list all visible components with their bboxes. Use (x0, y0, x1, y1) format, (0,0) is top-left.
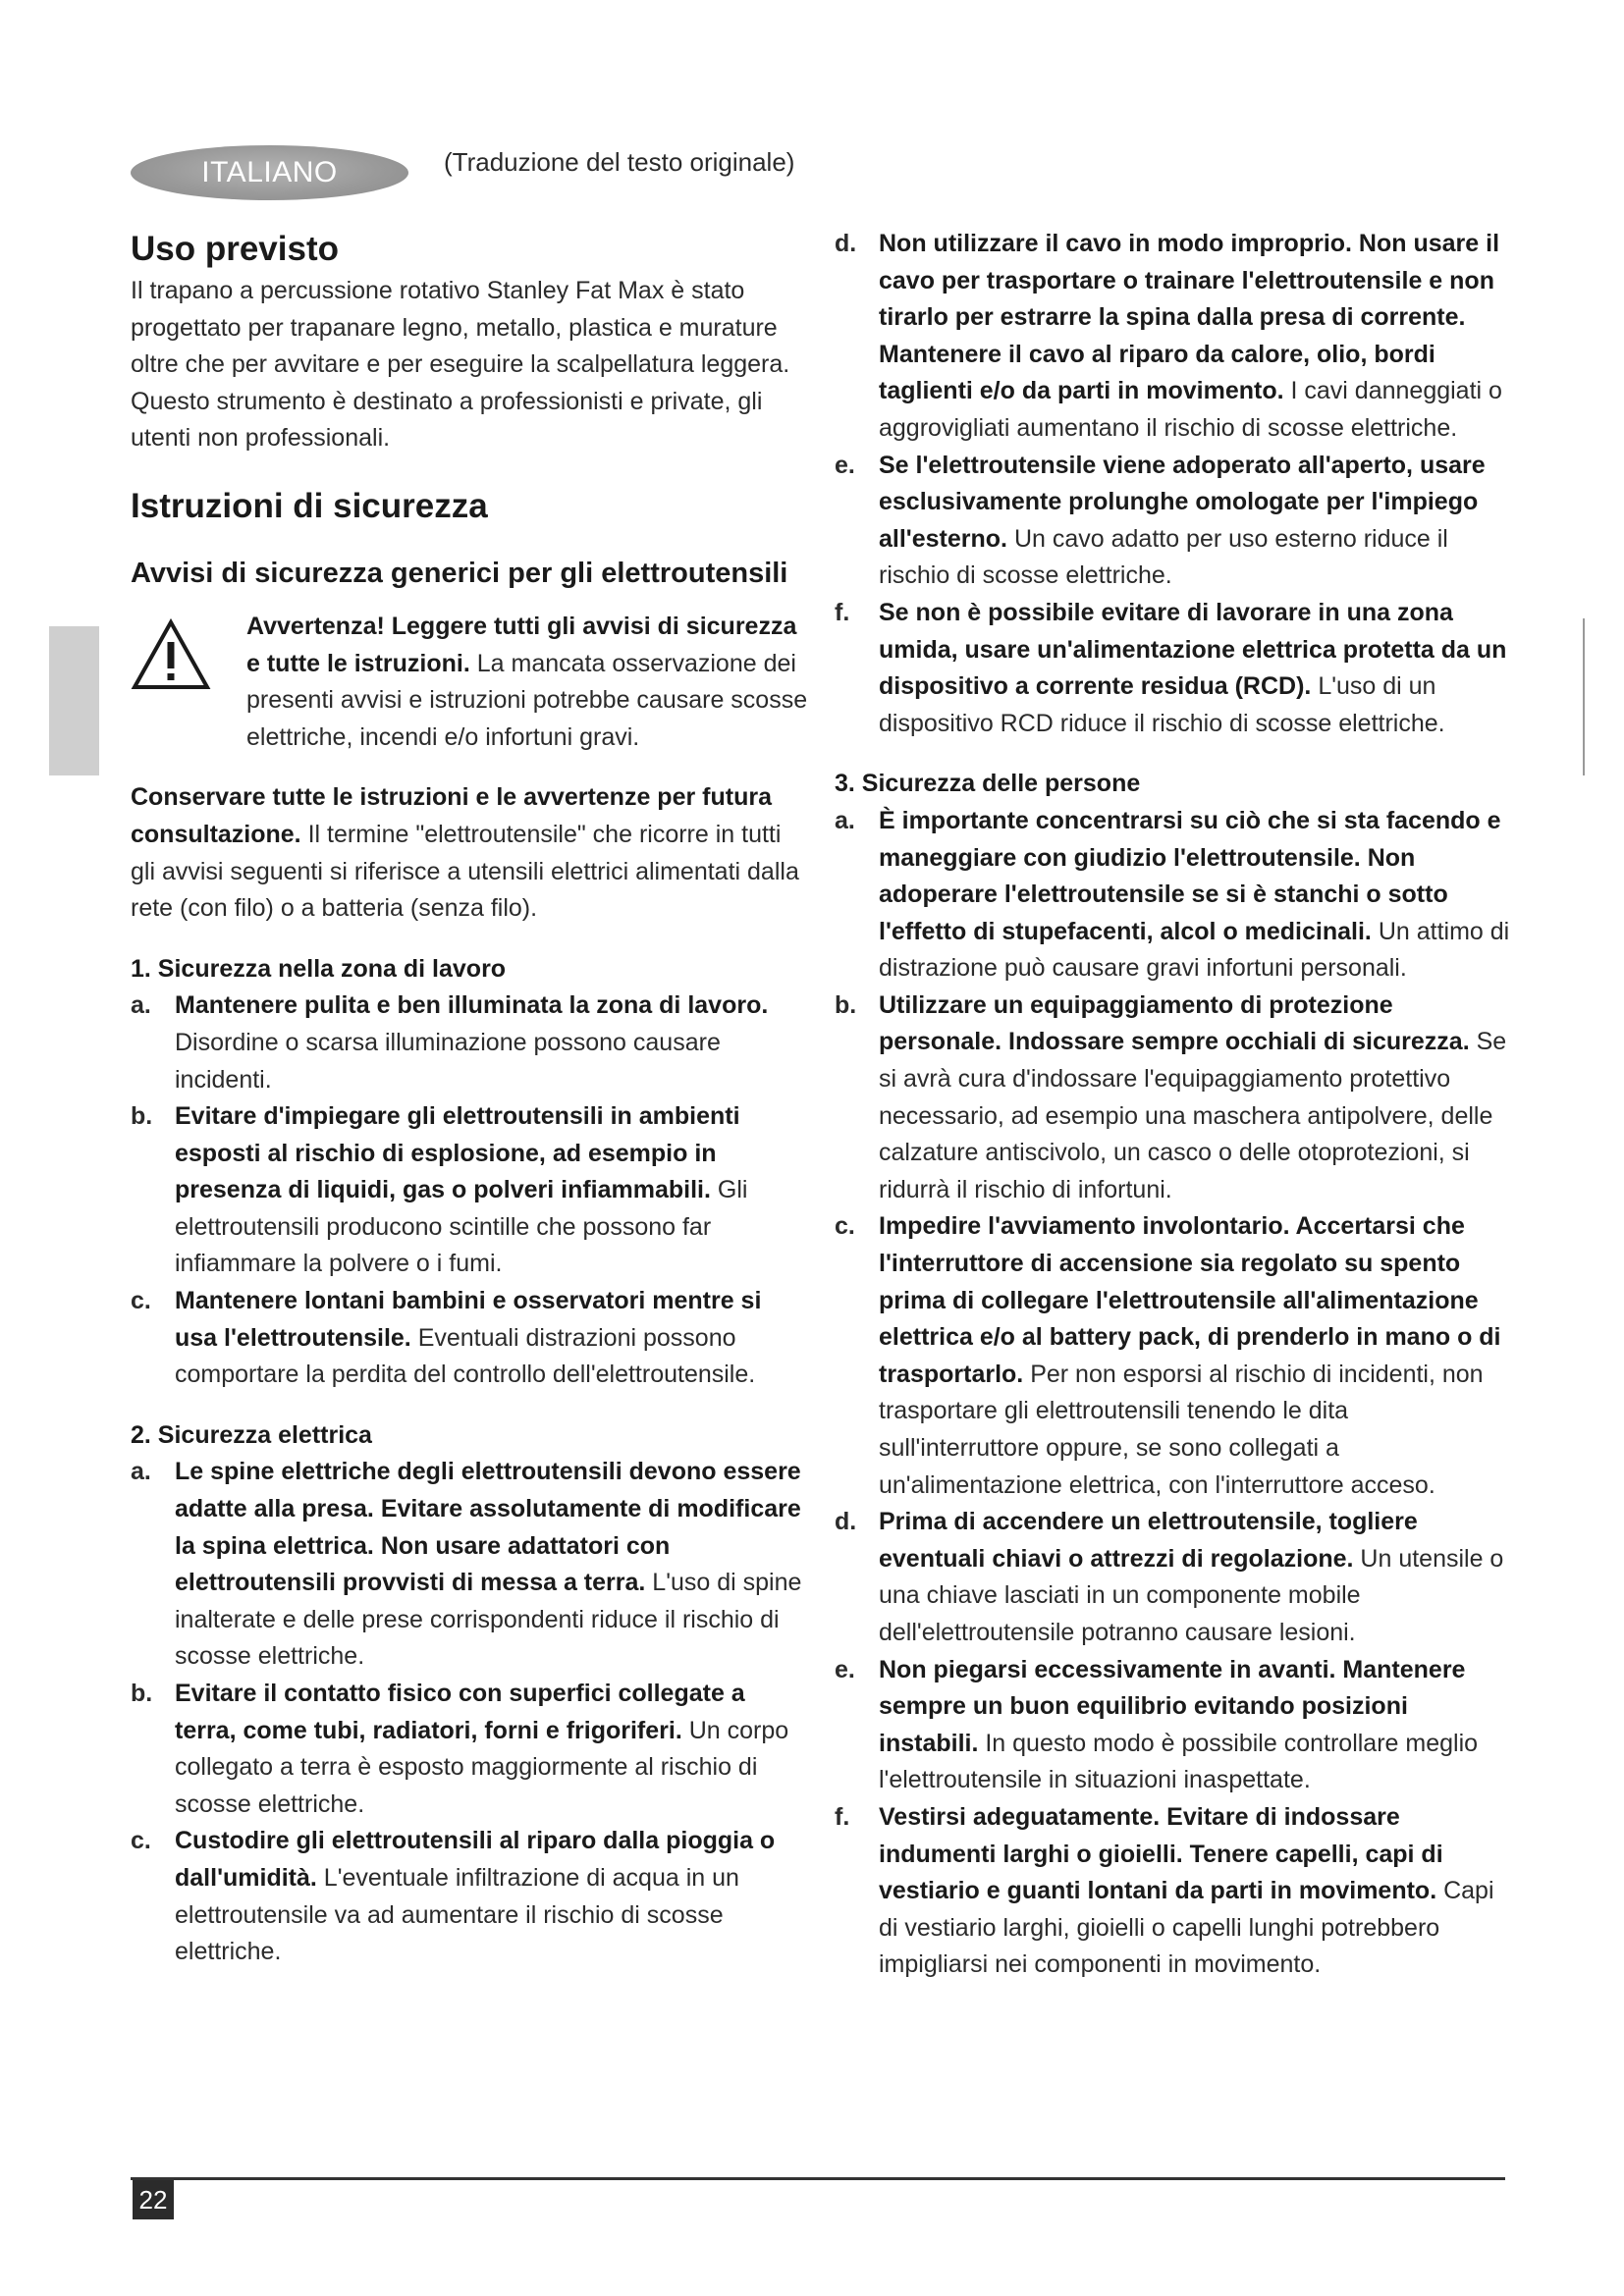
section-3-title: 3. Sicurezza delle persone (835, 770, 1141, 798)
item-bold: Le spine elettriche degli elettroutensili devono essere adatte alla presa. Evitare assolutamente di modificare la spina elettrica. Non usare adattatori con elettroutensili provvisti di messa a terra. (175, 1458, 801, 1597)
list-item (131, 1098, 808, 1283)
warning-bold: Avvertenza! Leggere tutti gli avvisi di sicurezza e tutte le istruzioni. (246, 612, 797, 677)
conservare-paragraph (131, 779, 808, 927)
istruzioni-heading: Istruzioni di sicurezza (131, 486, 488, 525)
item-text: Gli elettroutensili producono scintille che possono far infiammare la polvere o i fumi. (175, 1176, 748, 1278)
side-section-tab (49, 626, 99, 775)
list-item (131, 1823, 808, 1970)
item-bold: Evitare d'impiegare gli elettroutensili in ambienti esposti al rischio di esplosione, ad esempio in presenza di liquidi, gas o polveri infiammabili. (175, 1102, 740, 1204)
item-text: Un attimo di distrazione può causare gravi infortuni personali. (879, 917, 1510, 983)
item-label: e. (835, 1655, 855, 1683)
list-item (131, 988, 808, 1098)
side-margin-line (1583, 618, 1585, 775)
list-item (835, 226, 1512, 448)
footer-rule (131, 2177, 1505, 2180)
item-label: d. (835, 1508, 857, 1536)
item-text: Un utensile o una chiave lasciati in un componente mobile dell'elettroutensile potranno causare lesioni. (879, 1544, 1504, 1646)
list-item (835, 803, 1512, 988)
item-bold: Mantenere lontani bambini e osservatori mentre si usa l'elettroutensile. (175, 1287, 762, 1352)
uso-previsto-heading: Uso previsto (131, 230, 339, 268)
item-text: L'eventuale infiltrazione di acqua in un elettroutensile va ad aumentare il rischio di scosse elettriche. (175, 1863, 739, 1966)
page-number: 22 (133, 2180, 174, 2219)
avvisi-heading: Avvisi di sicurezza generici per gli elettroutensili (131, 557, 788, 589)
item-label: e. (835, 451, 855, 479)
item-text: L'uso di spine inalterate e delle prese corrispondenti riduce il rischio di scosse elettriche. (175, 1569, 802, 1671)
conservare-normal: Il termine "elettroutensile" che ricorre in tutti gli avvisi seguenti si riferisce a utensili elettrici alimentati dalla rete (con filo) o a batteria (senza filo). (131, 820, 799, 923)
item-bold: Non utilizzare il cavo in modo improprio. Non usare il cavo per trasportare o trainare l'elettroutensile e non tirarlo per estrarre la spina dalla presa di corrente. Mantenere il cavo al riparo da calore, olio, bordi taglienti e/o da parti in movimento. (879, 230, 1500, 405)
language-label: ITALIANO (201, 156, 338, 188)
list-item (835, 1504, 1512, 1651)
item-label: c. (835, 1212, 855, 1241)
item-text: In questo modo è possibile controllare meglio l'elettroutensile in situazioni inaspettate. (879, 1729, 1479, 1794)
item-bold: Se non è possibile evitare di lavorare in una zona umida, usare un'alimentazione elettrica protetta da un dispositivo a corrente residua (RCD). (879, 598, 1507, 701)
item-bold: Non piegarsi eccessivamente in avanti. Mantenere sempre un buon equilibrio evitando posizioni instabili. (879, 1655, 1466, 1757)
item-label: c. (131, 1287, 151, 1315)
right-column (835, 226, 1512, 1984)
list-item (835, 1652, 1512, 1799)
list-item (835, 595, 1512, 742)
uso-previsto-text: Il trapano a percussione rotativo Stanley Fat Max è stato progettato per trapanare legno, metallo, plastica e murature oltre che per avvitare e per eseguire la scalpellatura leggera. Questo strumento è destinato a professionisti e private, gli utenti non professionali. (131, 277, 790, 453)
item-bold: Custodire gli elettroutensili al riparo dalla pioggia o dall'umidità. (175, 1827, 776, 1892)
list-item (835, 448, 1512, 595)
item-text: Un cavo adatto per uso esterno riduce il rischio di scosse elettriche. (879, 524, 1448, 590)
item-bold: Evitare il contatto fisico con superfici collegate a terra, come tubi, radiatori, forni e frigoriferi. (175, 1680, 745, 1744)
section-2-title: 2. Sicurezza elettrica (131, 1420, 372, 1449)
left-column (131, 226, 808, 1971)
item-text: Per non esporsi al rischio di incidenti, non trasportare gli elettroutensili tenendo le dita sull'interruttore oppure, se sono collegati a un'alimentazione elettrica, con l'interruttore acceso. (879, 1360, 1484, 1499)
conservare-bold: Conservare tutte le istruzioni e le avvertenze per futura consultazione. (131, 783, 772, 848)
item-text: Disordine o scarsa illuminazione possono causare incidenti. (175, 1028, 721, 1094)
item-bold: Utilizzare un equipaggiamento di protezione personale. Indossare sempre occhiali di sicurezza. (879, 990, 1470, 1056)
item-label: a. (131, 1458, 151, 1486)
item-text: L'uso di un dispositivo RCD riduce il rischio di scosse elettriche. (879, 672, 1445, 737)
translation-note: (Traduzione del testo originale) (444, 147, 795, 177)
list-item (131, 1676, 808, 1823)
list-item (131, 1283, 808, 1394)
item-text: Se si avrà cura d'indossare l'equipaggiamento protettivo necessario, ad esempio una maschera antipolvere, delle calzature antiscivolo, un casco o delle otoprotezioni, si ridurrà il rischio di infortuni. (879, 1028, 1507, 1203)
warning-normal: La mancata osservazione dei presenti avvisi e istruzioni potrebbe causare scosse elettriche, incendi e/o infortuni gravi. (246, 649, 808, 751)
list-item (835, 1799, 1512, 1984)
language-badge (131, 145, 408, 200)
item-label: f. (835, 1802, 850, 1831)
item-bold: Mantenere pulita e ben illuminata la zona di lavoro. (175, 991, 769, 1020)
item-bold: È importante concentrarsi su ciò che si sta facendo e maneggiare con giudizio l'elettroutensile. Non adoperare l'elettroutensile se si è stanchi o sotto l'effetto di stupefacenti, alcol o medicinali. (879, 806, 1501, 945)
item-label: b. (131, 1680, 153, 1707)
item-label: d. (835, 230, 857, 257)
item-bold: Se l'elettroutensile viene adoperato all'aperto, usare esclusivamente prolunghe omologate per l'impiego all'esterno. (879, 451, 1486, 553)
warning-triangle-icon (131, 609, 246, 756)
item-text: I cavi danneggiati o aggrovigliati aumentano il rischio di scosse elettriche. (879, 377, 1502, 442)
list-item (835, 988, 1512, 1209)
item-label: c. (131, 1827, 151, 1855)
item-text: Capi di vestiario larghi, gioielli o capelli lunghi potrebbero impigliarsi nei componenti in movimento. (879, 1877, 1494, 1979)
item-bold: Impedire l'avviamento involontario. Accertarsi che l'interruttore di accensione sia regolato su spento prima di collegare l'elettroutensile all'alimentazione elettrica e/o al battery pack, di prenderlo in mano o di trasportarlo. (879, 1212, 1501, 1388)
item-label: f. (835, 598, 850, 626)
section-1-title: 1. Sicurezza nella zona di lavoro (131, 954, 507, 983)
item-label: a. (131, 991, 151, 1020)
item-bold: Prima di accendere un elettroutensile, togliere eventuali chiavi o attrezzi di regolazione. (879, 1508, 1418, 1573)
warning-paragraph (246, 609, 808, 756)
item-text: Eventuali distrazioni possono comportare la perdita del controllo dell'elettroutensile. (175, 1323, 756, 1389)
list-item (131, 1454, 808, 1676)
item-bold: Vestirsi adeguatamente. Evitare di indossare indumenti larghi o gioielli. Tenere capelli, capi di vestiario e guanti lontani da parti in movimento. (879, 1802, 1443, 1905)
item-label: b. (131, 1102, 153, 1131)
item-label: a. (835, 806, 855, 834)
item-label: b. (835, 990, 857, 1019)
list-item (835, 1208, 1512, 1504)
item-text: Un corpo collegato a terra è esposto maggiormente al rischio di scosse elettriche. (175, 1716, 789, 1818)
warning-block (131, 609, 808, 756)
